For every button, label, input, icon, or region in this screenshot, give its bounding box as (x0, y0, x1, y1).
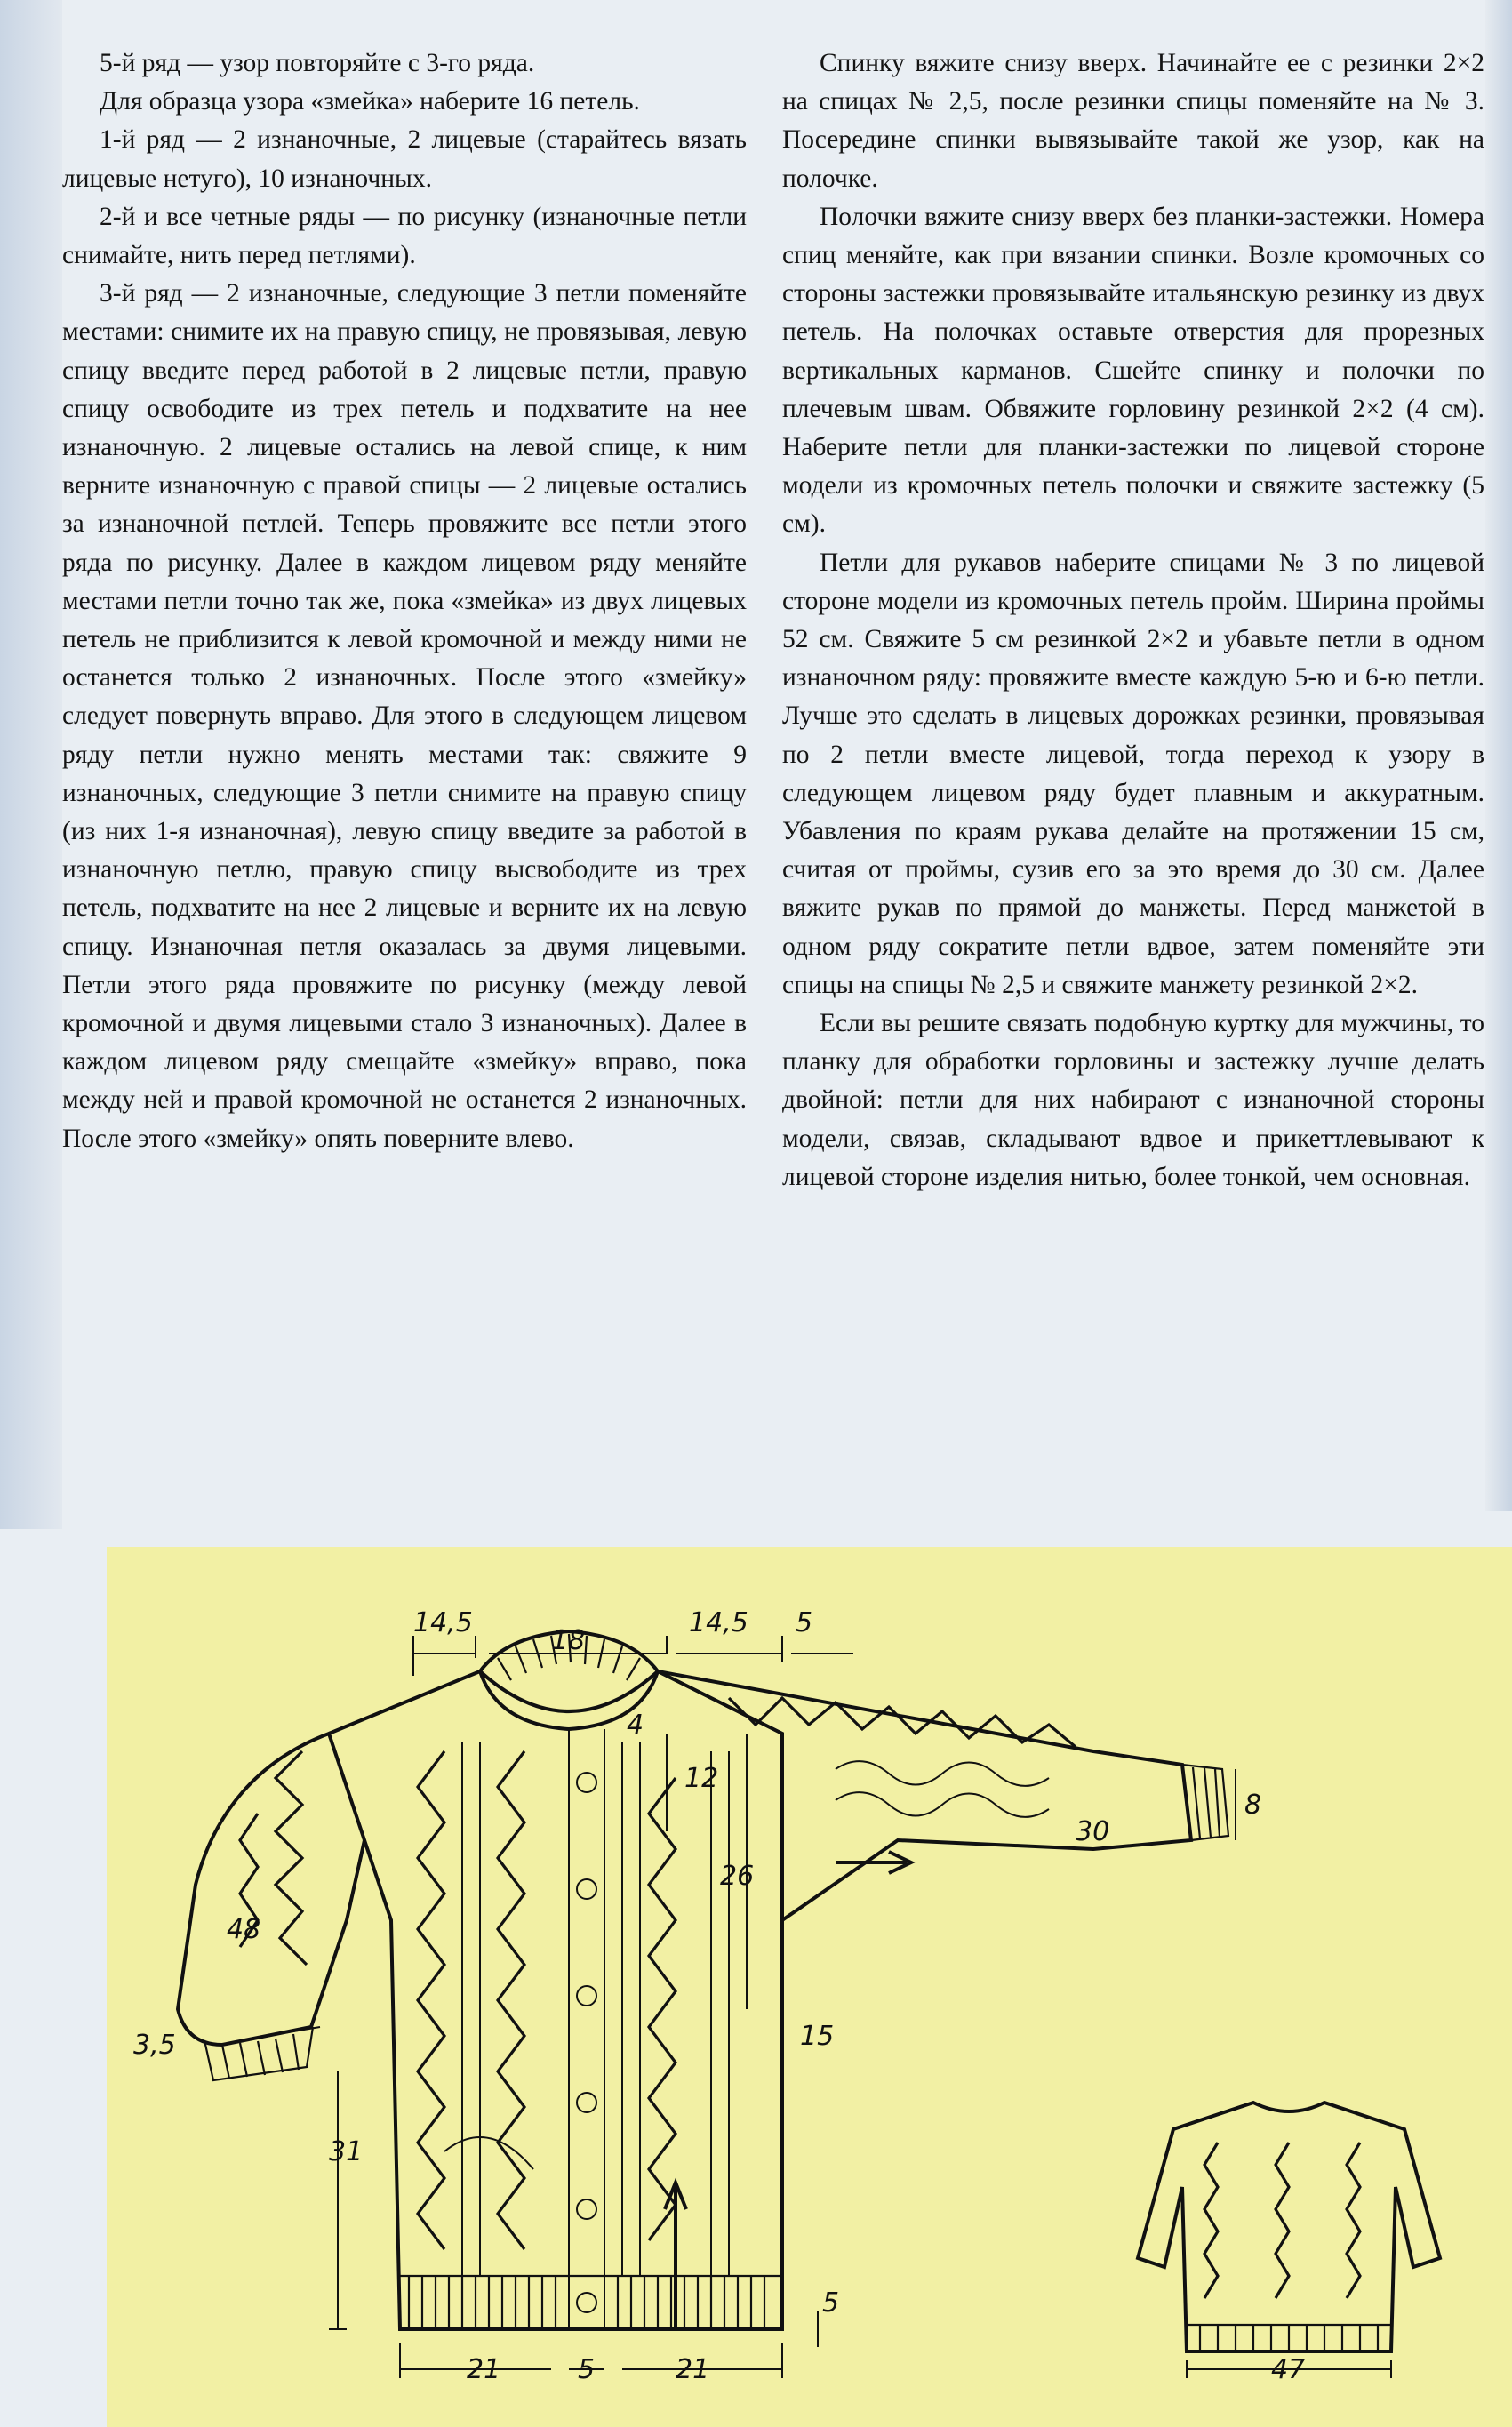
dim-cuff-width: 30 (1076, 1816, 1110, 1847)
hem-ribbing (400, 2276, 782, 2329)
paragraph: Если вы решите связать подобную куртку для мужчины, то планку для обработки горловины и застежку лучше делать двойной: петли для них набирают с изнаночной стороны модели, связав, складывают вдвое и прикеттлевывают к лицевой стороне изделия нитью, более тонкой, чем основная. (782, 1009, 1484, 1191)
dim-cuff-left: 3,5 (133, 2030, 176, 2061)
button (577, 2293, 596, 2312)
button (577, 1986, 596, 2006)
body-zigzag-center (498, 1751, 524, 2249)
dim-neck-drop: 12 (684, 1763, 719, 1794)
button (577, 1879, 596, 1899)
dim-placket-width: 5 (578, 2354, 596, 2385)
button (577, 2199, 596, 2219)
pocket-arrow (665, 2183, 686, 2329)
dim-placket-top: 5 (796, 1607, 813, 1638)
small-sweater-illustration (1138, 2103, 1440, 2378)
body-zigzag-right (649, 1778, 676, 2240)
dim-shoulder-right: 14,5 (689, 1607, 748, 1638)
paragraph: 2-й и все четные ряды — по рисунку (изнаночные петли снимайте, нить перед петлями). (62, 202, 747, 270)
left-cuff (204, 2027, 313, 2080)
page-edge-right (1485, 0, 1512, 1511)
dim-small-sweater-width: 47 (1271, 2354, 1306, 2385)
paragraph: Для образца узора «змейка» наберите 16 петель. (100, 87, 640, 116)
dim-hem-height: 5 (822, 2287, 840, 2319)
paragraph: Петли для рукавов наберите спицами № 3 по лицевой стороне модели из кромочных петель пройм. Ширина проймы 52 см. Свяжите 5 см резинкой 2×2 и убавьте петли в одном изнаночном ряду: провяжите вместе каждую 5-ю и 6-ю петли. Лучше это сделать в лицевых дорожках резинки, провязывая по 2 петли вместе лицевой, тогда переход к узору в следующем лицевом ряду будет плавным и аккуратным. Убавления по краям рукава делайте на протяжении 15 см, считая от проймы, сузив его за это время до 30 см. Далее вяжите рукав по прямой до манжеты. Перед манжетой в одном ряду сократите петли вдвое, затем поменяйте эти спицы на спицы № 2,5 и свяжите манжету резинкой 2×2. (782, 548, 1484, 999)
paragraph: Спинку вяжите снизу вверх. Начинайте ее с резинки 2×2 на спицах № 2,5, после резинки спицы поменяйте на № 3. Посередине спинки вывязывайте такой же узор, как на полочке. (782, 49, 1484, 193)
dimension-lines (267, 1636, 1236, 2378)
paragraph: 3-й ряд — 2 изнаночные, следующие 3 петли поменяйте местами: снимите их на правую спицу, не провязывая, левую спицу введите перед работой в 2 лицевые петли, правую спицу освободите из трех петель и подхватите на нее изнаночную. 2 лицевые остались на левой спице, к ним верните изнаночную с правой спицы — 2 лицевые остались за изнаночной петлей. Теперь провяжите все петли этого ряда по рисунку. Далее в каждом лицевом ряду меняйте местами петли точно так же, пока «змейка» из двух лицевых петель не приблизится к левой кромочной и между ними не останется только 2 изнаночных. После этого «змейку» следует повернуть вправо. Для этого в следующем лицевом ряду петли нужно менять местами так: свяжите 9 изнаночных, следующие 3 петли снимите на правую спицу (из них 1-я изнаночная), левую спицу введите за работой в изнаночную петлю, правую спицу высвободите из трех петель, подхватите на нее 2 лицевые и верните их на левую спицу. Изнаночная петля оказалась за двумя лицевыми. Петли этого ряда провяжите по рисунку (между левой кромочной и двумя лицевыми стало 3 изнаночных). Далее в каждом лицевом ряду смещайте «змейку» вправо, пока между ней и правой кромочной не останется 2 изнаночных. После этого «змейку» опять поверните влево. (62, 279, 747, 1153)
button (577, 2093, 596, 2112)
left-sleeve-outline (178, 1734, 364, 2045)
dim-sleeve-length: 48 (227, 1914, 261, 1945)
right-sleeve-cable (836, 1761, 1049, 1817)
front-placket (569, 1729, 604, 2329)
sleeve-arrow (836, 1852, 911, 1873)
paragraph: Полочки вяжите снизу вверх без планки-застежки. Номера спиц меняйте, как при вязании спинки. Возле кромочных со стороны застежки провязывайте итальянскую резинку из двух петель. На полочках оставьте отверстия для прорезных вертикальных карманов. Сшейте спинку и полочки по плечевым швам. Обвяжите горловину резинкой 2×2 (4 см). Наберите петли для планки-застежки по лицевой стороне модели из кромочных петель полочки и свяжите застежку (5 см). (782, 202, 1484, 539)
button (577, 1773, 596, 1792)
page-edge-left (0, 0, 62, 1529)
dim-armhole: 26 (720, 1861, 755, 1892)
dim-neck-width: 18 (551, 1625, 586, 1656)
pocket-curve (444, 2137, 533, 2169)
paragraph: 1-й ряд — 2 изнаночные, 2 лицевые (старайтесь вязать лицевые нетуго), 10 изнаночных. (62, 125, 747, 193)
left-text-column (62, 44, 747, 1158)
buttons (577, 1773, 596, 2312)
jacket-schematic (107, 1547, 1512, 2427)
body-zigzag-left (418, 1751, 444, 2249)
dim-front-width-right: 21 (676, 2354, 710, 2385)
pattern-diagram (107, 1547, 1512, 2427)
dim-cuff-length: 8 (1244, 1790, 1262, 1821)
dim-neck-depth: 4 (627, 1710, 644, 1741)
dim-front-width-left: 21 (467, 2354, 501, 2385)
dim-shoulder-left: 14,5 (413, 1607, 473, 1638)
dim-body-height: 31 (329, 2136, 364, 2167)
right-text-column (782, 44, 1484, 1197)
dim-sleeve-taper: 15 (800, 2021, 835, 2052)
paragraph: 5-й ряд — узор повторяйте с 3-го ряда. (100, 49, 535, 77)
cable-lines (462, 1742, 729, 2276)
